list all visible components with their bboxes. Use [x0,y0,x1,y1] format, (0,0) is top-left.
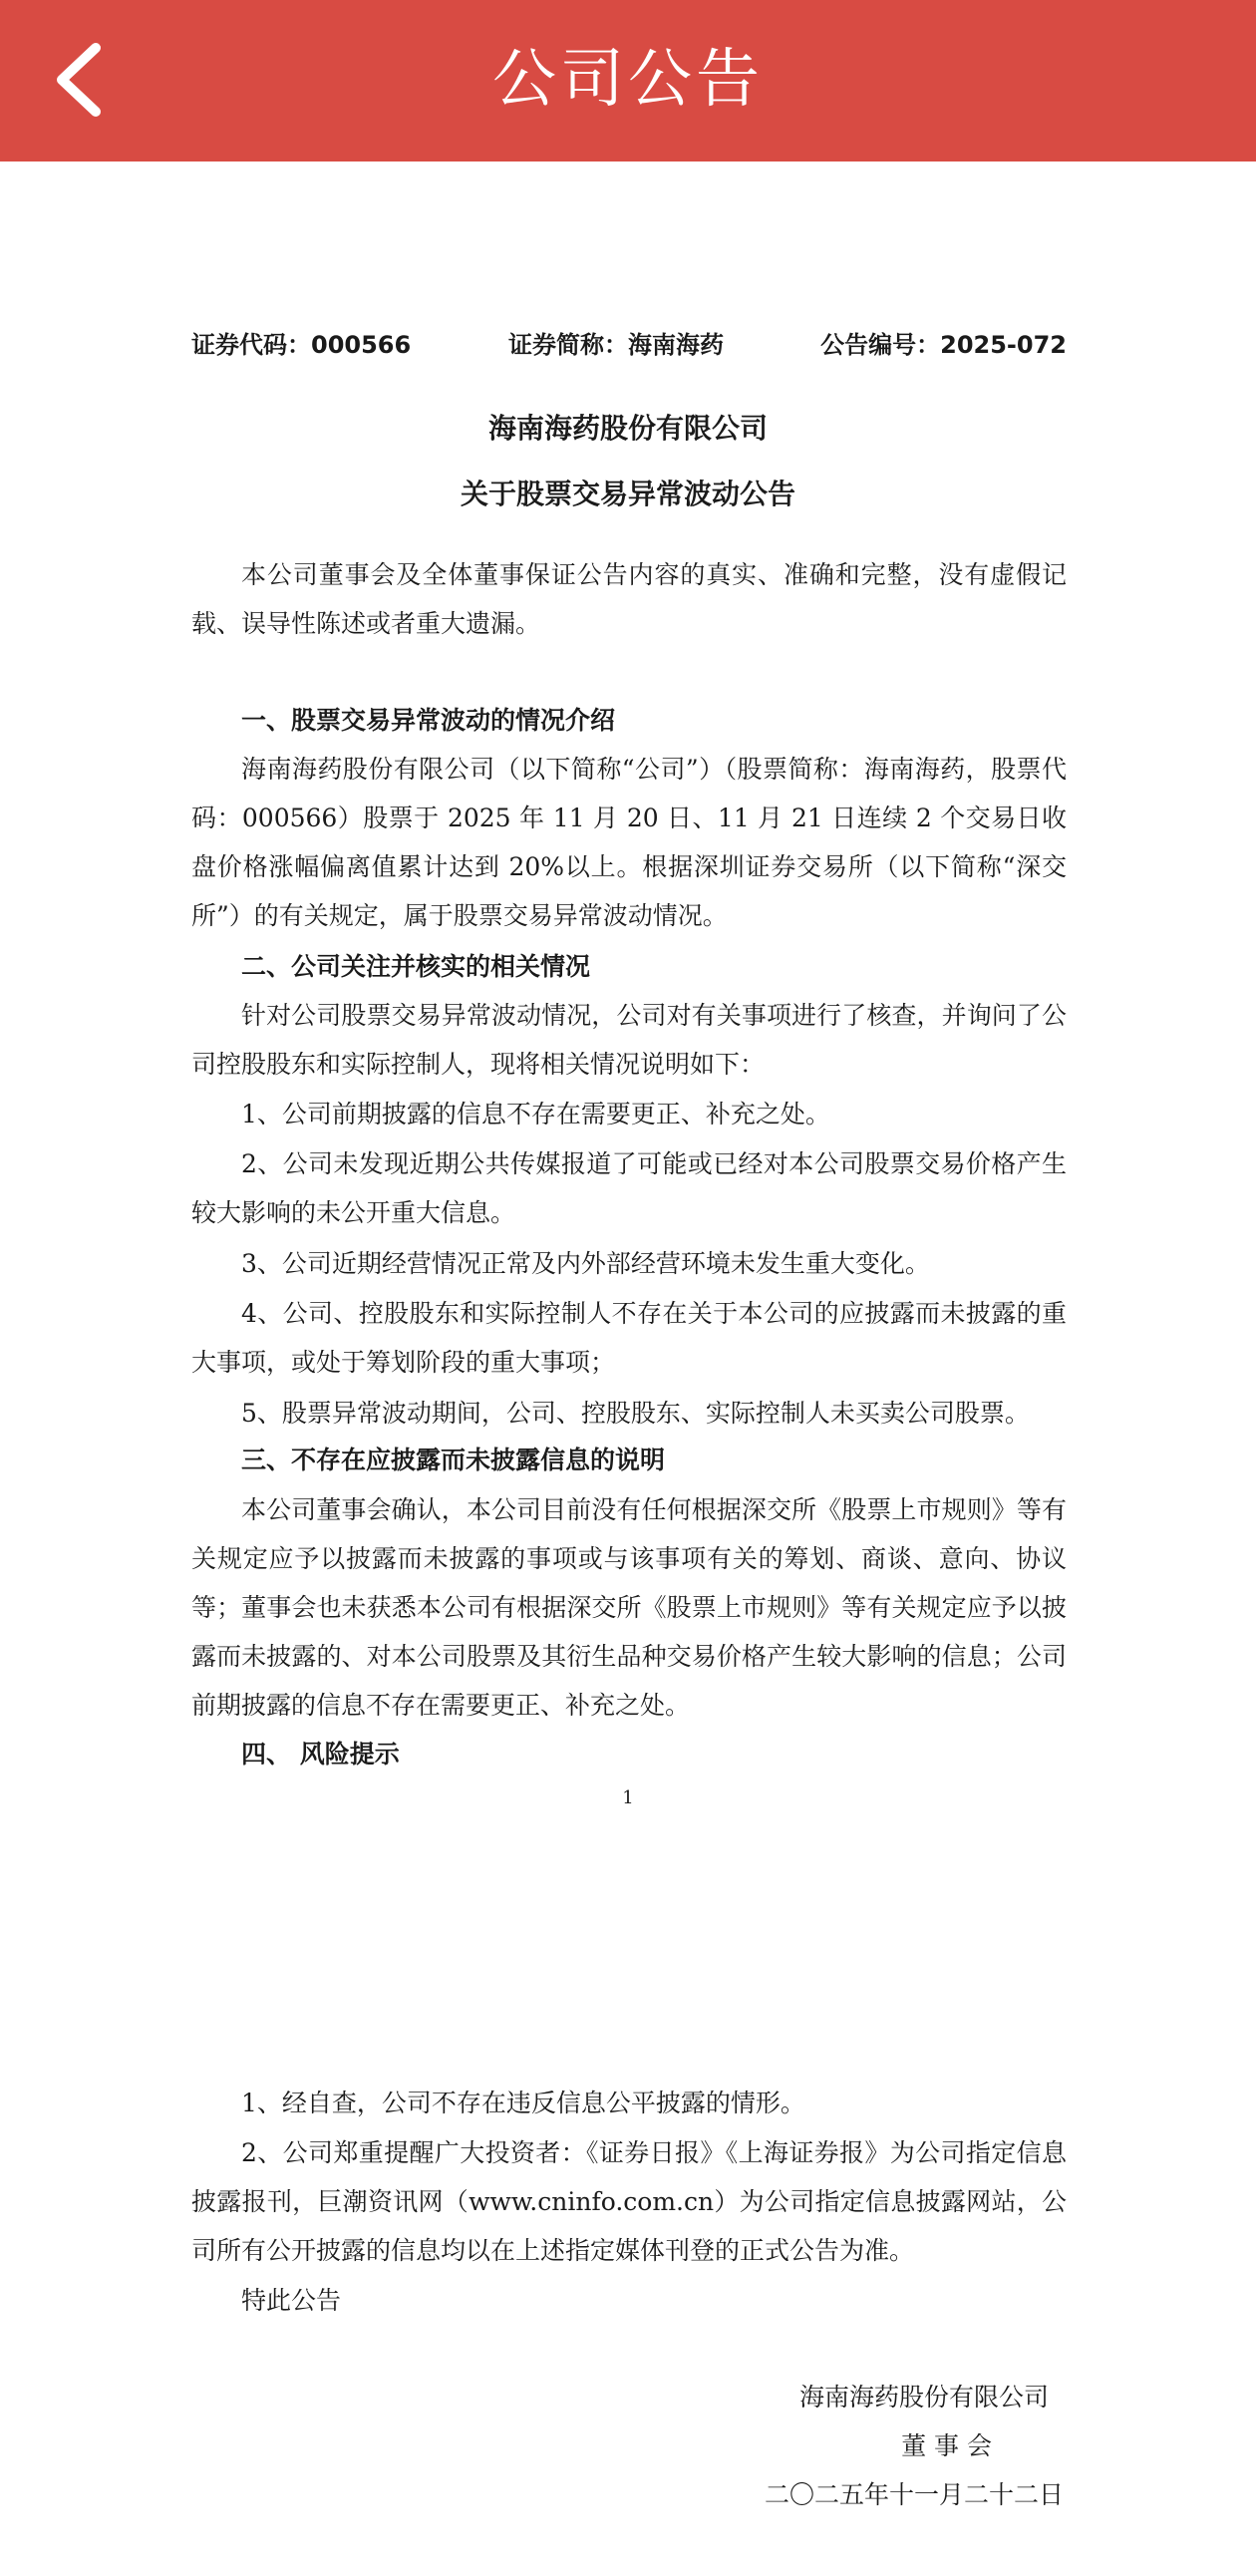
security-abbr: 证券简称：海南海药 [508,331,724,359]
announcement-number: 公告编号：2025-072 [820,331,1067,359]
document-title: 关于股票交易异常波动公告 [460,478,795,510]
signature-board: 董 事 会 [901,2431,992,2460]
section3-paragraph: 本公司董事会确认，本公司目前没有任何根据深交所《股票上市规则》等有关规定应予以披露而未披露的事项或与该事项有关的筹划、商谈、意向、协议等；董事会也未获悉本公司有根据深交所《股票上市规则》等有关规定应予以披露而未披露的、对本公司股票及其衍生品种交易价格产生较大影响的信息；公司前期披露的信息不存在需要更正、补充之处。 [191,1495,1067,1720]
section2-heading: 二、公司关注并核实的相关情况 [241,952,591,981]
section2-intro: 针对公司股票交易异常波动情况，公司对有关事项进行了核查，并询问了公司控股股东和实际控制人，现将相关情况说明如下： [191,1001,1067,1079]
section2-item: 2、公司未发现近期公共传媒报道了可能或已经对本公司股票交易价格产生较大影响的未公开重大信息。 [191,1149,1067,1227]
security-code: 证券代码：000566 [191,331,412,359]
signature-date: 二〇二五年十一月二十二日 [764,2480,1064,2509]
section1-heading: 一、股票交易异常波动的情况介绍 [241,706,616,735]
section1-paragraph: 海南海药股份有限公司（以下简称“公司”）（股票简称：海南海药，股票代码：000566）股票于 2025 年 11 月 20 日、11 月 21 日连续 2 个交易日收盘价格涨幅偏离值累计达到 20%以上。根据深圳证券交易所（以下简称“深交所”）的有关规定，属于股票交易异常波动情况。 [191,755,1067,930]
page-title: 公司公告 [492,43,764,117]
security-info-row [191,325,1067,361]
section2-item: 1、公司前期披露的信息不存在需要更正、补充之处。 [241,1100,830,1128]
section4-item: 1、经自查，公司不存在违反信息公平披露的情形。 [241,2089,805,2117]
intro-paragraph: 本公司董事会及全体董事保证公告内容的真实、准确和完整，没有虚假记载、误导性陈述或者重大遗漏。 [191,560,1067,638]
section2-item: 5、股票异常波动期间，公司、控股股东、实际控制人未买卖公司股票。 [241,1399,1030,1428]
company-title: 海南海药股份有限公司 [487,412,768,445]
section4-heading: 四、 风险提示 [241,1740,400,1769]
section2-item: 4、公司、控股股东和实际控制人不存在关于本公司的应披露而未披露的重大事项，或处于筹划阶段的重大事项； [191,1299,1067,1377]
section2-item: 3、公司近期经营情况正常及内外部经营环境未发生重大变化。 [241,1249,930,1278]
section4-item: 2、公司郑重提醒广大投资者：《证券日报》《上海证券报》为公司指定信息披露报刊，巨潮资讯网（www.cninfo.com.cn）为公司指定信息披露网站，公司所有公开披露的信息均以在上述指定媒体刊登的正式公告为准。 [191,2138,1067,2265]
header-bar [0,0,1256,161]
section3-heading: 三、不存在应披露而未披露信息的说明 [241,1446,666,1474]
closing-text: 特此公告 [241,2286,342,2315]
signature-company: 海南海药股份有限公司 [798,2383,1049,2412]
page-number: 1 [622,1787,634,1808]
